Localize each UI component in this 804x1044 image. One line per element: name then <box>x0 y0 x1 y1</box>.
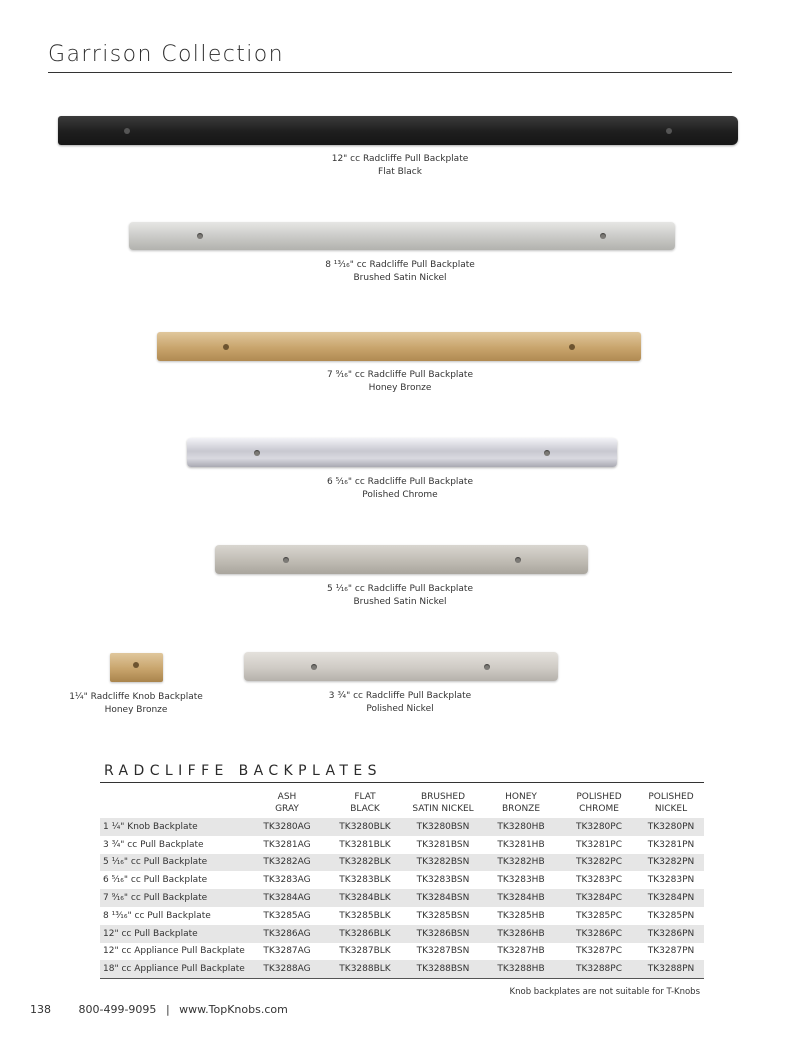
sku-cell: TK3282BLK <box>326 854 404 872</box>
sku-cell: TK3280PC <box>560 818 638 836</box>
caption-product-name: 12" cc Radcliffe Pull Backplate <box>331 154 469 164</box>
sku-cell: TK3288PC <box>560 960 638 978</box>
backplate-image-8-13-16-brushed-satin-nickel <box>129 222 675 250</box>
column-header-flat-black: FLAT BLACK <box>350 792 380 814</box>
caption-product-name: 1¼" Radcliffe Knob Backplate <box>69 692 203 702</box>
sku-cell: TK3288HB <box>482 960 560 978</box>
product-caption <box>300 153 500 179</box>
screw-hole <box>484 664 490 670</box>
column-header-brushed-satin-nickel: BRUSHED SATIN NICKEL <box>412 792 474 814</box>
sku-cell: TK3282BSN <box>404 854 482 872</box>
column-header-polished-nickel: POLISHED NICKEL <box>648 792 694 814</box>
sku-cell: TK3287PC <box>575 946 622 957</box>
backplate-image-3-3-4-polished-nickel <box>244 652 558 681</box>
screw-hole <box>254 450 260 456</box>
sku-cell: TK3284PC <box>560 889 638 907</box>
backplate-image-7-9-16-honey-bronze <box>157 332 641 361</box>
caption-finish: Honey Bronze <box>368 383 432 393</box>
backplate-image-6-5-16-polished-chrome <box>187 438 617 467</box>
sku-cell: TK3283BLK <box>339 875 391 886</box>
row-label: 8 ¹³⁄₁₆" cc Pull Backplate <box>103 910 211 921</box>
caption-finish: Brushed Satin Nickel <box>353 273 447 283</box>
caption-product-name: 8 ¹³⁄₁₆" cc Radcliffe Pull Backplate <box>325 260 475 270</box>
sku-cell: TK3283BSN <box>416 875 470 886</box>
caption-product-name: 5 ¹⁄₁₆" cc Radcliffe Pull Backplate <box>327 584 473 594</box>
sku-cell: TK3284BLK <box>326 889 404 907</box>
row-label: 12" cc Appliance Pull Backplate <box>103 946 245 957</box>
sku-cell: TK3286PC <box>560 925 638 943</box>
sku-cell: TK3286HB <box>482 925 560 943</box>
sku-cell: TK3281HB <box>497 839 545 850</box>
sku-cell: TK3287BSN <box>416 946 470 957</box>
sku-cell: TK3288BSN <box>404 960 482 978</box>
sku-cell: TK3287PN <box>647 946 695 957</box>
sku-cell: TK3280AG <box>248 818 326 836</box>
table-row <box>100 854 704 872</box>
website-link[interactable]: www.TopKnobs.com <box>179 1003 288 1016</box>
table-row <box>100 943 704 961</box>
sku-cell: TK3286BSN <box>404 925 482 943</box>
sku-cell: TK3285PC <box>575 910 622 921</box>
footer-separator: | <box>165 1003 170 1016</box>
sku-cell: TK3283AG <box>263 875 311 886</box>
product-caption <box>50 691 222 717</box>
sku-cell: TK3286BLK <box>326 925 404 943</box>
caption-finish: Flat Black <box>378 167 422 177</box>
sku-cell: TK3282HB <box>482 854 560 872</box>
sku-cell: TK3284PN <box>638 889 704 907</box>
sku-cell: TK3285HB <box>497 910 545 921</box>
sku-cell: TK3280BLK <box>326 818 404 836</box>
product-caption <box>300 259 500 285</box>
sku-cell: TK3284BSN <box>404 889 482 907</box>
table-row <box>100 836 704 854</box>
product-caption <box>300 583 500 609</box>
backplate-image-5-1-16-brushed-satin-nickel <box>215 545 588 574</box>
sku-cell: TK3281PC <box>575 839 622 850</box>
sku-cell: TK3281BLK <box>339 839 391 850</box>
table-header-row <box>100 791 704 818</box>
row-label: 5 ¹⁄₁₆" cc Pull Backplate <box>100 854 248 872</box>
sku-cell: TK3283HB <box>497 875 545 886</box>
sku-cell: TK3282PN <box>638 854 704 872</box>
sku-cell: TK3280PN <box>638 818 704 836</box>
title-divider <box>48 72 732 73</box>
phone-number: 800-499-9095 <box>78 1003 157 1016</box>
page-title: Garrison Collection <box>48 42 285 67</box>
sku-cell: TK3288AG <box>248 960 326 978</box>
sku-cell: TK3286PN <box>638 925 704 943</box>
column-header-empty <box>100 791 248 818</box>
page-number: 138 <box>30 1003 51 1016</box>
sku-cell: TK3280BSN <box>404 818 482 836</box>
sku-cell: TK3283PC <box>575 875 622 886</box>
screw-hole <box>569 344 575 350</box>
caption-finish: Polished Nickel <box>366 704 434 714</box>
section-divider <box>100 782 704 783</box>
sku-cell: TK3287BLK <box>339 946 391 957</box>
sku-cell: TK3285BSN <box>416 910 470 921</box>
column-header-honey-bronze: HONEY BRONZE <box>501 792 541 814</box>
table-row <box>100 889 704 907</box>
caption-product-name: 7 ⁹⁄₁₆" cc Radcliffe Pull Backplate <box>327 370 473 380</box>
product-caption <box>300 476 500 502</box>
backplate-image-knob-honey-bronze <box>110 653 163 682</box>
sku-cell: TK3286AG <box>248 925 326 943</box>
screw-hole <box>311 664 317 670</box>
caption-finish: Brushed Satin Nickel <box>353 597 447 607</box>
sku-cell: TK3282PC <box>560 854 638 872</box>
row-label: 1 ¼" Knob Backplate <box>100 818 248 836</box>
caption-finish: Honey Bronze <box>104 705 168 715</box>
table-row <box>100 818 704 836</box>
sku-cell: TK3281BSN <box>416 839 470 850</box>
row-label: 12" cc Pull Backplate <box>100 925 248 943</box>
sku-cell: TK3281PN <box>647 839 695 850</box>
sku-cell: TK3285AG <box>263 910 311 921</box>
sku-cell: TK3285PN <box>647 910 695 921</box>
page-footer <box>30 1003 294 1016</box>
product-caption <box>300 690 500 716</box>
section-heading: RADCLIFFE BACKPLATES <box>104 763 382 779</box>
table-row <box>100 907 704 925</box>
spec-table <box>100 791 704 979</box>
sku-cell: TK3280HB <box>482 818 560 836</box>
sku-cell: TK3285BLK <box>339 910 391 921</box>
caption-product-name: 3 ¾" cc Radcliffe Pull Backplate <box>328 691 472 701</box>
row-label: 3 ¾" cc Pull Backplate <box>103 839 204 850</box>
table-row <box>100 871 704 889</box>
product-caption <box>300 369 500 395</box>
sku-cell: TK3281AG <box>263 839 311 850</box>
sku-cell: TK3288PN <box>638 960 704 978</box>
sku-cell: TK3284AG <box>248 889 326 907</box>
sku-cell: TK3282AG <box>248 854 326 872</box>
table-row <box>100 960 704 978</box>
backplate-image-12-flat-black <box>58 116 738 145</box>
row-label: 7 ⁹⁄₁₆" cc Pull Backplate <box>100 889 248 907</box>
sku-cell: TK3287AG <box>263 946 311 957</box>
screw-hole <box>124 128 130 134</box>
caption-finish: Polished Chrome <box>362 490 438 500</box>
screw-hole <box>283 557 289 563</box>
sku-cell: TK3283PN <box>647 875 695 886</box>
column-header-polished-chrome: POLISHED CHROME <box>576 792 622 814</box>
screw-hole <box>600 233 606 239</box>
screw-hole <box>666 128 672 134</box>
caption-product-name: 6 ⁵⁄₁₆" cc Radcliffe Pull Backplate <box>327 477 473 487</box>
sku-cell: TK3288BLK <box>326 960 404 978</box>
row-label: 18" cc Appliance Pull Backplate <box>100 960 248 978</box>
sku-cell: TK3284HB <box>482 889 560 907</box>
column-header-ash-gray: ASH GRAY <box>275 792 299 814</box>
row-label: 6 ⁵⁄₁₆" cc Pull Backplate <box>103 875 208 886</box>
screw-hole <box>197 233 203 239</box>
table-footnote: Knob backplates are not suitable for T-Knobs <box>509 987 700 997</box>
screw-hole <box>223 344 229 350</box>
screw-hole <box>133 662 139 668</box>
screw-hole <box>544 450 550 456</box>
table-row <box>100 925 704 943</box>
screw-hole <box>515 557 521 563</box>
sku-cell: TK3287HB <box>497 946 545 957</box>
